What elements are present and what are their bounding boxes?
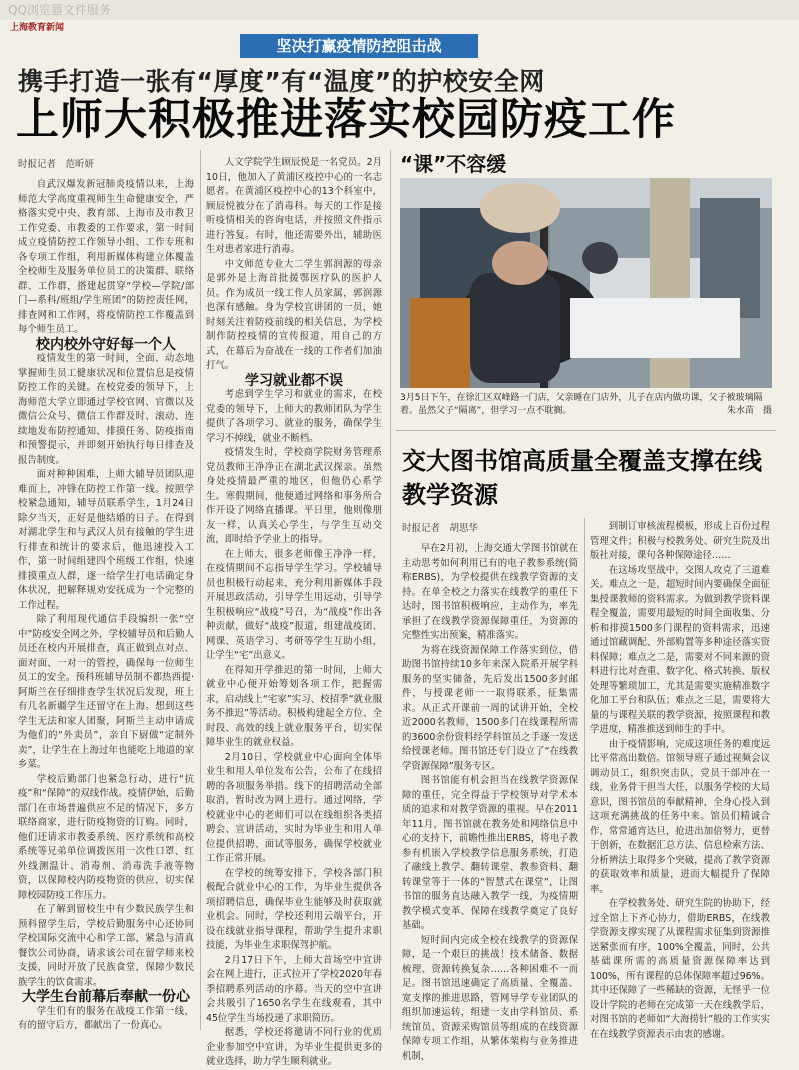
article2-headline: 交大图书馆高质量全覆盖支撑在线教学资源	[402, 447, 762, 509]
article2-col1	[402, 542, 578, 1062]
article1-col2b-body	[206, 388, 382, 1070]
paragraph: 除了利用现代通信手段编织一张“空中”防疫安全网之外，学校辅导员和后勤人员还在校内开展排查，真正做到点对点、面对面、一对一的管控，确保每一位师生员工的安全。预科班辅导员制不都热西提·阿斯兰在仔细排查学生状况后发现，班上有几名新疆学生还留守在上海。想到这些学生无法和家人团聚，阿斯兰主动申请成为他们的“外卖员”，亲自下厨做“定制外卖”，让学生在上海过年也能吃上地道的家乡菜。	[18, 614, 194, 770]
paragraph: 面对种种困难，上师大辅导员团队迎难而上，冲锋在防控工作第一线。按照学校紧急通知，辅导员联系学生，1月24日除夕当天，正好是他结婚的日子。在得到对湖北学生和与武汉人员有接触的学生进行排查和统计的要求后，他迅速投入工作，第一时间组建四个班级工作组，快速排摸重点人群，逐一给学生打电话确定身体状况，把解释规劝安抚成为一个完整的工作过程。	[18, 469, 194, 611]
section-divider	[396, 430, 776, 431]
article2-col2	[590, 520, 770, 1040]
paragraph: 考虑到学生学习和就业的需求，在校党委的领导下，上师大的教师团队为学生提供了各项学习、就业的服务，确保学生学习不掉线，就业不断档。	[206, 389, 382, 444]
photo-illustration	[400, 178, 772, 388]
article1-col2	[206, 156, 382, 1067]
paragraph: 早在2月初，上海交通大学图书馆就在主动思考如何利用已有的电子教参系统(简称ERBS)，为学校提供在线教学资源的支持。在单全校之力落实在线教学的重任下达时，图书馆积极响应，主动作为，率先承担了在线教学资源保障重任，为资源的完整性实出预案，精准落实。	[402, 543, 578, 641]
paragraph: 疫情发生的第一时间，全面、动态地掌握师生员工健康状况和位置信息是疫情防控工作的关键。在校党委的领导下，上海师范大学立即通过学校官网、官微以及微信公众号、微信工作群及时、滚动、连续地发布防控通知、排摸任务、防疫指南和预警提示，并即刻开始执行每日排查及报告制度。	[18, 353, 194, 466]
column-divider	[584, 518, 585, 1030]
photo-credit: 朱水苗 摄	[726, 406, 772, 416]
paragraph: 图书馆能有机会担当在线教学资源保障的重任，完全得益于学校领导对学术本质的追求和对教学资源的重视。早在2011年11月，图书馆就在教务处和网络信息中心的支持下，前瞻性推出ERBS，将电子教参有机嵌入学校教学信息服务系统，打造了融线上教学、翻转课堂、教参资料、翻转课堂等于一体的“智慧式在课堂”，让图书馆的服务直达融入教学一线，为疫情期教学模式变革、保障在线教学奠定了良好基础。	[402, 775, 578, 931]
news-photo	[400, 178, 772, 388]
paragraph: 据悉，学校还将邀请不同行业的优质企业参加空中宣讲，为毕业生提供更多的就业选择，助力学生顺利就业。	[206, 1027, 382, 1067]
paragraph: 短时间内完成全校在线教学的资源保障，是一个艰巨的挑战！技术储备、数据梳理、资源转换复杂……各种困难不一而足。图书馆迅速确定了高质量、全覆盖、宽支撑的推进思路，管网导学专业团队的组织加速运转，组建一支由学科馆员、系统馆员、资源采购馆员等组成的在线资源保障专项工作组，从繁体架构与业务推进机制，	[402, 934, 578, 1062]
paragraph: 到制订审核流程模板，形成上百份过程管理文件；积极与校教务处、研究生院及出版社对接，课句各种保障途径……	[590, 521, 770, 561]
paragraph: 为将在线资源保障工作落实到位，借助图书馆持续10多年来深入院系开展学科服务的坚实储备，先后发出1500多封邮件，与授课老师一一取得联系，征集需求。从正式开课前一周的试讲开始，全校近2000名教师，1500多门在线课程所需的3600余份资料经学科馆员之手逐一发送给授课老师。图书馆还专门设立了“在线教学资源保障”服务专区。	[402, 644, 578, 772]
photo-title: “课”不容缓	[400, 152, 507, 176]
paragraph: 在学校的统筹安排下，学校各部门积极配合就业中心的工作，为毕业生提供各项招聘信息，确保毕业生能够及时获取就业机会。同时，学校还利用云端平台，开设在线就业指导课程，帮助学生提升求职技能，为毕业生求职保驾护航。	[206, 867, 382, 951]
top-strip: QQ浏览器文件服务	[0, 0, 799, 20]
column-divider	[390, 150, 391, 1030]
paragraph: 由于疫情影响，完成这项任务的难度远比平常高出数倍。馆领导班子通过视频会议调动员工，组织突击队，党员干部冲在一线，业务骨干担当大任，以服务学校的大局意识，图书馆员的奉献精神，全身心投入到这项充满挑战的任务中来。馆员们精诚合作，常常通宵达旦，抢进出加倍努力，更替于创新，在数据汇总方法、信息检索方法、分析辨法上取得多个突破，提高了教学资源的获取效率和质量，进而大幅提升了保障率。	[590, 738, 770, 895]
paragraph: 学生们有的服务在战疫工作第一线，有的留守后方，都献出了一份真心。	[18, 1005, 194, 1031]
paragraph: 在学校教务处、研究生院的协助下，经过全馆上下齐心协力，借助ERBS，在线教学资源支撑实现了从课程需求征集到资源推送紧张而有序，100%全覆盖，同时，公共基础课所需的高质量资源保障率达到100%，所有课程的总体保障率超过96%。其中还保障了一些稀缺的资源，无怪乎一位设计学院的老师在完成第一天在线教学后，对图书馆的老师如“大海捞针”般的工作实实在在线教学资源表示由衷的感谢。	[590, 898, 770, 1040]
paragraph: 在这场攻坚战中，交图人攻克了三道难关。难点之一是，超短时间内要确保全面征集授课教师的资料需求。为做到教学资料课程全覆盖，需要用最短的时间全面收集、分析和排摸1500多门课程的资料需求，迅速通过馆藏调配、外部购置等多种途径落实资料保障；难点之二是，需要对不同来源的资料进行比对查重、数字化、格式转换、版权处理等繁琐加工，尤其是需要实施精准数字化加工平台和队伍；难点之三是，需要将大量的与课程关联的教学资源，按照课程和教学进度，精准推送到师生的手中。	[590, 564, 770, 735]
masthead: 上海教育新闻	[10, 23, 65, 33]
subhead-students: 大学生台前幕后奉献一份心	[22, 989, 190, 1005]
paragraph: 2月17日下午，上师大首场空中宣讲会在网上进行，正式拉开了学校2020年春季招聘系列活动的序幕。当天的空中宣讲会共吸引了1650名学生在线观看，其中45位学生当场投递了求职简历。	[206, 954, 382, 1024]
paragraph: 2月10日，学校就业中心面向全体毕业生和用人单位发布公告，公布了在线招聘的各项服务举措。线下的招聘活动全部取消，暂时改为网上进行。通过网络，学校就业中心的老师们可以在线组织各类招聘会、宣讲活动，实时为毕业生和用人单位提供招聘、面试等服务，确保学校就业工作正常开展。	[206, 751, 382, 864]
subhead-campus: 校内校外守好每一个人	[36, 336, 176, 353]
article1-col1b-body	[18, 352, 194, 990]
paragraph: 中文师范专业大二学生郭润源的母亲是郭外是上海首批援鄂医疗队的医护人员。作为成员一线工作人员家属，郭润源也深有感触。身为学校宣讲团的一员，她时刻关注着防疫前线的相关信息，为学校制作防控疫情的宣传报道，用自己的方式，在幕后为奋战在一线的工作者们加油打气。	[206, 258, 382, 371]
article1-byline: 时报记者 范昕妍	[18, 159, 95, 170]
paragraph: 自武汉爆发新冠肺炎疫情以来，上海师范大学高度重视师生生命健康安全，严格落实党中央、教育部、上海市及市教卫工作党委、市教委的工作要求，第一时间成立疫情防控工作领导小组、工作专班和各专项工作组，利用新媒体构建立体覆盖全校师生及服务单位员工的决策群、联络群、工作群，搭建起贯穿“学校—学院/部门—系科/班组/学生班团”的防控责任网，排查网和工作网，将疫情防控工作覆盖到每个师生员工。	[18, 179, 194, 335]
article1-col1c-body	[18, 1005, 194, 1034]
paragraph: 人文学院学生顾辰悦是一名党员。2月10日，他加入了黄浦区疫控中心的一名志愿者。在黄浦区疫控中心的13个科室中，顾辰悦被分在了消毒科。每天的工作是接听疫情相关的咨询电话，并按照文件指示进行答复。有时，他还需要外出，辅助医生对患者家进行消毒。	[206, 157, 382, 255]
photo-caption	[400, 392, 772, 418]
paragraph: 疫情发生时，学校商学院财务管理系党员教师王净净正在湖北武汉探亲。虽然身处疫情最严重的地区，但他仍心系学生。寒假期间，他便通过网络和事务所合作开设了网络直播课。平日里，他则像朋友一样，认真关心学生，与学生互动交流，即时给予学业上的指导。	[206, 447, 382, 545]
article2-byline: 时报记者 胡思华	[402, 523, 479, 534]
section-banner: 坚决打赢疫情防控阻击战	[240, 34, 478, 58]
article1-col1-body	[18, 178, 194, 338]
paragraph: 在得知开学推迟的第一时间，上师大就业中心便开始筹划各项工作，把握需求，启动线上“宅家”实习、校招季“就业服务不推迟”等活动。积极构建起全方位、全时段、高效的线上就业服务平台，切实保障毕业生的就业权益。	[206, 664, 382, 748]
article1-col1	[18, 178, 194, 1031]
subhead-study: 学习就业都不误	[245, 372, 343, 389]
paragraph: 学校后勤部门也紧急行动，进行“抗疫”和“保障”的双线作战。疫情伊始，后勤部门在市场普遍供应不足的情况下，多方联络商家，进行防疫物资的订购。同时，他们还请求市教委系统、医疗系统和高校系统等兄弟单位调拨医用一次性口罩、红外线测温计、消毒剂、消毒洗手液等物资，以保障校内防疫物资的供应，切实保障校园防疫工作压力。	[18, 773, 194, 901]
photo-caption-text: 3月5日下午，在徐汇区双峰路一门店，父亲睡在门店外，儿子在店内做功课，父子被玻璃隔着。虽然父子“隔离”，但学习一点不耽搁。	[400, 393, 763, 416]
article-kicker: 携手打造一张有“厚度”有“温度”的护校安全网	[18, 67, 545, 96]
paragraph: 在了解到留校生中有少数民族学生和预科留学生后，学校后勤服务中心还协同学校国际交流中心和学工部，紧急与清真餐饮公司协商，请求该公司在留学师来校支援，同时开放了民族食堂，保障少数民族学生的饮食需求。	[18, 904, 194, 988]
paragraph: 在上师大，很多老师像王净净一样，在疫情期间不忘指导学生学习。学校辅导员也积极行动起来，充分利用新媒体手段开展思政活动，引导学生用远动，引导学生积极响应“战疫”号召，为“战疫”作出各种贡献，做好“战疫”报道，组建战疫团、网课、英语学习、考研等学生互助小组，让学生“宅”出意义。	[206, 548, 382, 661]
column-divider	[200, 150, 201, 1030]
article-headline: 上师大积极推进落实校园防疫工作	[16, 95, 676, 145]
article1-col2-body	[206, 156, 382, 374]
